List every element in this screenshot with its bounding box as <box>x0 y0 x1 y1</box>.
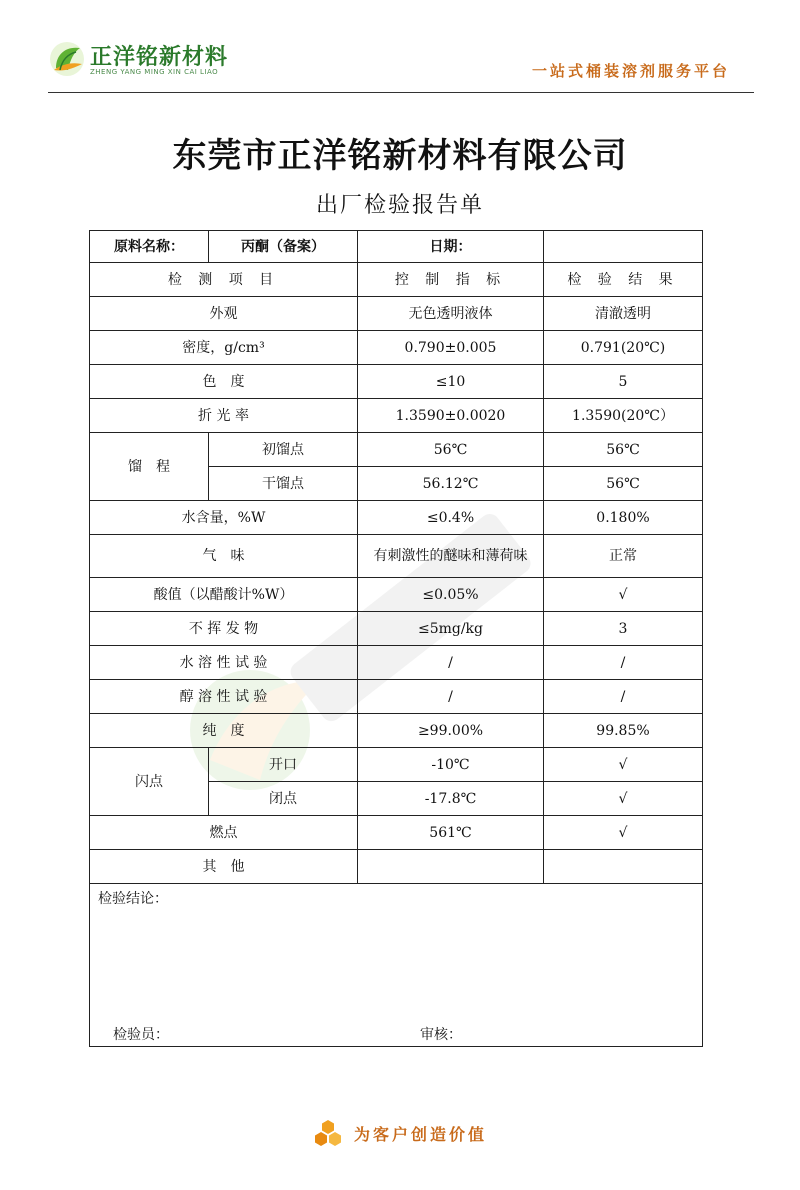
row-group: 闪点 <box>90 748 209 816</box>
row-result: √ <box>544 578 703 612</box>
header-item: 检 测 项 目 <box>90 263 358 297</box>
row-result: 3 <box>544 612 703 646</box>
row-item: 外观 <box>90 297 358 331</box>
row-standard: 有刺激性的醚味和薄荷味 <box>358 535 544 578</box>
row-standard: ≤0.05% <box>358 578 544 612</box>
table-row <box>90 433 703 467</box>
row-result: / <box>544 646 703 680</box>
row-standard: ≥99.00% <box>358 714 544 748</box>
table-row <box>90 578 703 612</box>
row-standard: 56.12℃ <box>358 467 544 501</box>
row-standard: 561℃ <box>358 816 544 850</box>
inspector-label: 检验员： <box>113 1027 169 1043</box>
row-item: 纯 度 <box>90 714 358 748</box>
info-row <box>90 231 703 263</box>
row-item: 酸值（以醋酸计%W） <box>90 578 358 612</box>
table-row <box>90 714 703 748</box>
row-result: 5 <box>544 365 703 399</box>
row-result: √ <box>544 748 703 782</box>
row-standard: 0.790±0.005 <box>358 331 544 365</box>
conclusion-row <box>90 884 703 1047</box>
row-result: √ <box>544 782 703 816</box>
row-sub: 初馏点 <box>209 433 358 467</box>
table-row <box>90 748 703 782</box>
table-row <box>90 680 703 714</box>
table-row <box>90 646 703 680</box>
row-result: 56℃ <box>544 467 703 501</box>
row-sub: 开口 <box>209 748 358 782</box>
row-standard: 56℃ <box>358 433 544 467</box>
row-result: 99.85% <box>544 714 703 748</box>
conclusion-cell <box>90 884 703 1047</box>
table-row <box>90 331 703 365</box>
row-result: 56℃ <box>544 433 703 467</box>
row-standard: / <box>358 680 544 714</box>
row-item: 其 他 <box>90 850 358 884</box>
row-item: 燃点 <box>90 816 358 850</box>
header-result: 检 验 结 果 <box>544 263 703 297</box>
row-result <box>544 850 703 884</box>
row-result: 0.180% <box>544 501 703 535</box>
row-standard: ≤5mg/kg <box>358 612 544 646</box>
logo-name-en: ZHENG YANG MING XIN CAI LIAO <box>90 68 219 76</box>
row-standard: -10℃ <box>358 748 544 782</box>
footer-tagline <box>0 1118 800 1148</box>
row-item: 水 溶 性 试 验 <box>90 646 358 680</box>
row-item: 水含量，%W <box>90 501 358 535</box>
table-row <box>90 850 703 884</box>
row-standard: 无色透明液体 <box>358 297 544 331</box>
date-value <box>544 231 703 263</box>
header-divider <box>48 92 754 93</box>
row-item: 色 度 <box>90 365 358 399</box>
row-item: 折 光 率 <box>90 399 358 433</box>
table-row <box>90 612 703 646</box>
tagline-text: 为客户创造价值 <box>354 1124 488 1144</box>
company-logo <box>48 38 248 82</box>
conclusion-label: 检验结论： <box>98 891 168 907</box>
company-name: 东莞市正洋铭新材料有限公司 <box>172 136 628 176</box>
row-sub: 干馏点 <box>209 467 358 501</box>
logo-name-cn: 正洋铭新材料 <box>90 45 229 70</box>
row-result: √ <box>544 816 703 850</box>
row-item: 密度，g/cm³ <box>90 331 358 365</box>
table-row <box>90 297 703 331</box>
row-standard: 1.3590±0.0020 <box>358 399 544 433</box>
row-standard: ≤0.4% <box>358 501 544 535</box>
material-value: 丙酮（备案） <box>209 231 358 263</box>
header-standard: 控 制 指 标 <box>358 263 544 297</box>
table-row <box>90 816 703 850</box>
honeycomb-icon <box>313 1118 343 1148</box>
row-standard <box>358 850 544 884</box>
reviewer-label: 审核： <box>420 1027 462 1043</box>
table-row <box>90 501 703 535</box>
row-item: 气 味 <box>90 535 358 578</box>
row-standard: / <box>358 646 544 680</box>
document-title: 出厂检验报告单 <box>315 193 484 218</box>
material-label: 原料名称： <box>90 231 209 263</box>
row-item: 不 挥 发 物 <box>90 612 358 646</box>
date-label: 日期： <box>358 231 544 263</box>
row-group: 馏 程 <box>90 433 209 501</box>
header-row <box>90 263 703 297</box>
row-result: 清澈透明 <box>544 297 703 331</box>
row-result: 1.3590(20℃） <box>544 399 703 433</box>
row-result: / <box>544 680 703 714</box>
row-standard: ≤10 <box>358 365 544 399</box>
row-result: 0.791(20℃) <box>544 331 703 365</box>
row-sub: 闭点 <box>209 782 358 816</box>
row-result: 正常 <box>544 535 703 578</box>
table-row <box>90 399 703 433</box>
leaf-logo-icon <box>48 40 86 78</box>
header-slogan: 一站式桶装溶剂服务平台 <box>531 62 730 80</box>
row-item: 醇 溶 性 试 验 <box>90 680 358 714</box>
table-row <box>90 535 703 578</box>
row-standard: -17.8℃ <box>358 782 544 816</box>
table-row <box>90 365 703 399</box>
inspection-table <box>89 230 703 1047</box>
